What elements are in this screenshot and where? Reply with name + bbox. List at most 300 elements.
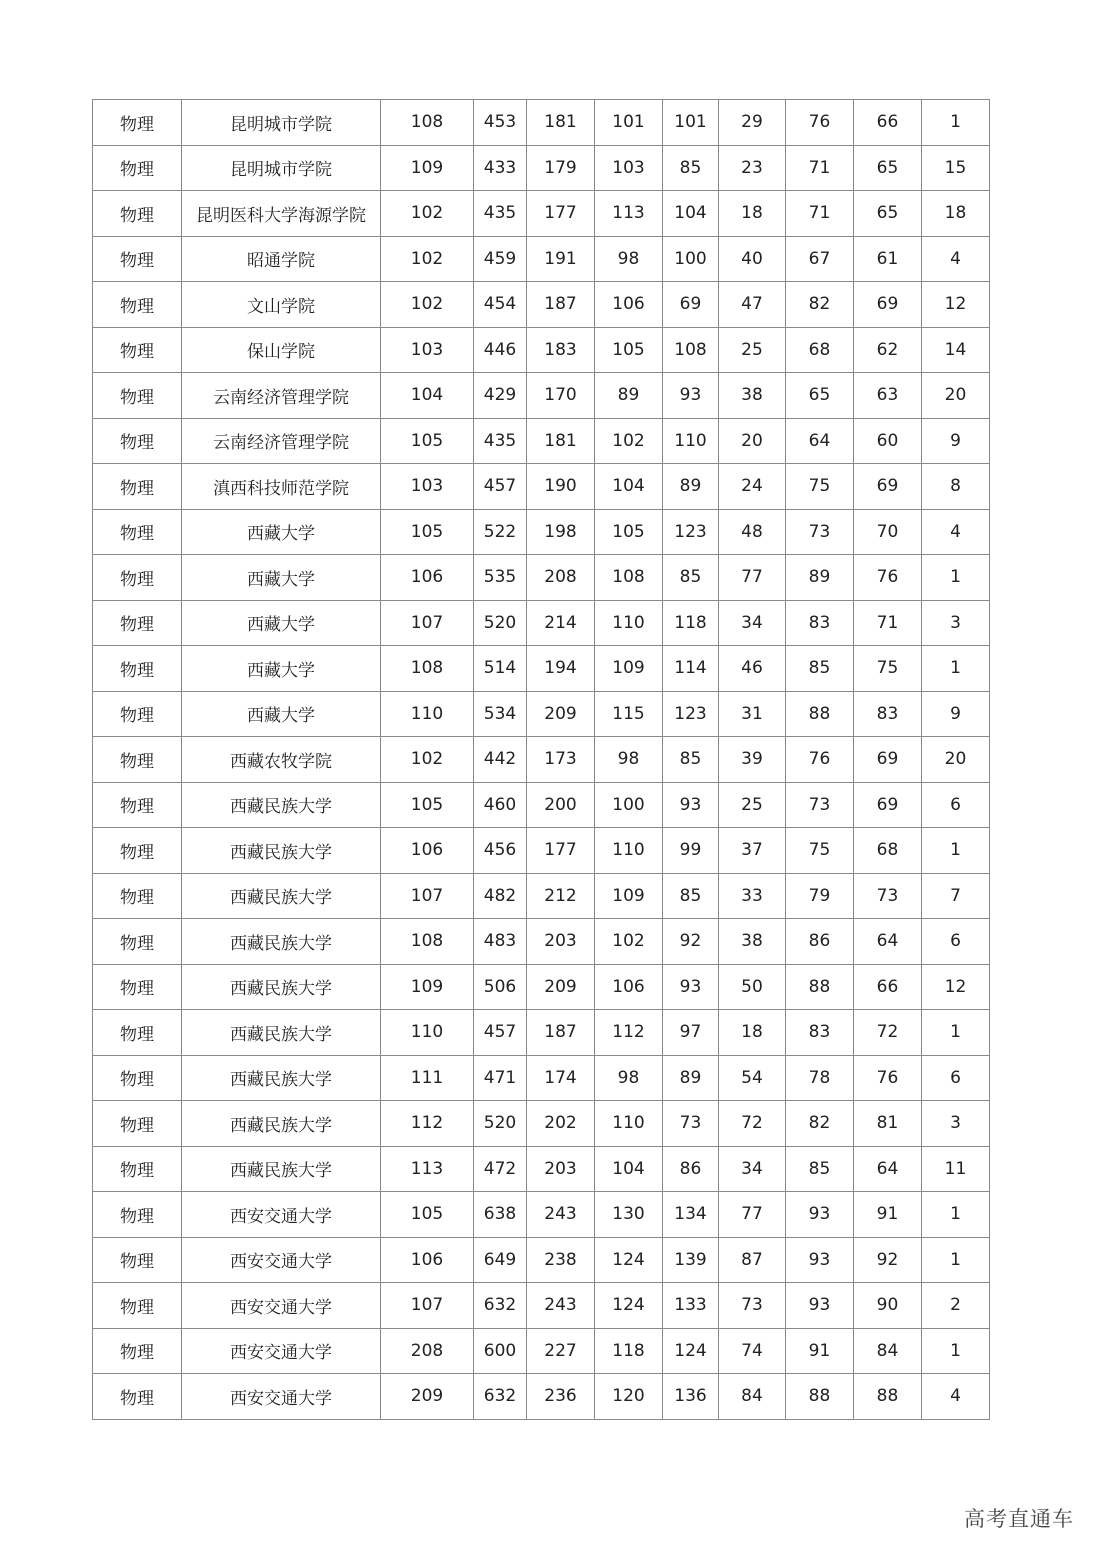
cell-count: 1 (922, 646, 990, 692)
cell-score-col-6: 88 (786, 964, 854, 1010)
cell-count: 1 (922, 828, 990, 874)
cell-score-col-5: 74 (719, 1328, 786, 1374)
cell-school-name: 西藏民族大学 (182, 782, 381, 828)
cell-score-col-7: 90 (854, 1283, 922, 1329)
cell-major-group-code: 105 (381, 418, 474, 464)
cell-score-col-3: 124 (595, 1237, 663, 1283)
cell-score-col-3: 98 (595, 737, 663, 783)
cell-score-col-7: 91 (854, 1192, 922, 1238)
cell-count: 1 (922, 1237, 990, 1283)
cell-school-name: 昆明医科大学海源学院 (182, 191, 381, 237)
cell-count: 11 (922, 1146, 990, 1192)
cell-school-name: 西安交通大学 (182, 1237, 381, 1283)
table-row (93, 964, 990, 1010)
cell-score-col-2: 181 (527, 418, 595, 464)
cell-score-col-4: 123 (663, 509, 719, 555)
cell-count: 2 (922, 1283, 990, 1329)
cell-score-col-6: 85 (786, 1146, 854, 1192)
cell-score-col-4: 123 (663, 691, 719, 737)
cell-score-col-7: 69 (854, 782, 922, 828)
table-row (93, 373, 990, 419)
table-row (93, 1146, 990, 1192)
cell-score-col-5: 18 (719, 191, 786, 237)
cell-score-col-2: 203 (527, 919, 595, 965)
cell-score-col-7: 75 (854, 646, 922, 692)
cell-score-col-2: 198 (527, 509, 595, 555)
cell-score-col-5: 29 (719, 100, 786, 146)
cell-score-col-2: 202 (527, 1101, 595, 1147)
cell-score-col-6: 91 (786, 1328, 854, 1374)
cell-score-col-6: 88 (786, 691, 854, 737)
table-row (93, 236, 990, 282)
cell-score-col-1: 514 (474, 646, 527, 692)
cell-major-group-code: 108 (381, 919, 474, 965)
cell-count: 1 (922, 100, 990, 146)
cell-score-col-1: 638 (474, 1192, 527, 1238)
cell-subject: 物理 (93, 418, 182, 464)
cell-score-col-7: 69 (854, 737, 922, 783)
cell-count: 8 (922, 464, 990, 510)
cell-subject: 物理 (93, 646, 182, 692)
cell-score-col-2: 191 (527, 236, 595, 282)
cell-score-col-3: 106 (595, 282, 663, 328)
cell-school-name: 西藏大学 (182, 691, 381, 737)
cell-score-col-2: 208 (527, 555, 595, 601)
table-row (93, 691, 990, 737)
cell-subject: 物理 (93, 1283, 182, 1329)
cell-school-name: 西藏民族大学 (182, 1101, 381, 1147)
cell-count: 9 (922, 691, 990, 737)
cell-score-col-6: 82 (786, 282, 854, 328)
cell-score-col-1: 520 (474, 600, 527, 646)
table-body (93, 100, 990, 1420)
cell-subject: 物理 (93, 191, 182, 237)
cell-score-col-5: 25 (719, 782, 786, 828)
table-row (93, 782, 990, 828)
cell-score-col-1: 483 (474, 919, 527, 965)
cell-major-group-code: 103 (381, 327, 474, 373)
cell-count: 6 (922, 919, 990, 965)
cell-score-col-4: 134 (663, 1192, 719, 1238)
cell-score-col-7: 76 (854, 1055, 922, 1101)
cell-school-name: 云南经济管理学院 (182, 418, 381, 464)
cell-score-col-2: 236 (527, 1374, 595, 1420)
cell-score-col-5: 46 (719, 646, 786, 692)
cell-count: 14 (922, 327, 990, 373)
cell-score-col-5: 31 (719, 691, 786, 737)
cell-score-col-7: 64 (854, 1146, 922, 1192)
table-row (93, 509, 990, 555)
cell-score-col-6: 76 (786, 100, 854, 146)
cell-score-col-3: 130 (595, 1192, 663, 1238)
cell-score-col-7: 72 (854, 1010, 922, 1056)
cell-subject: 物理 (93, 282, 182, 328)
cell-score-col-3: 109 (595, 646, 663, 692)
cell-major-group-code: 105 (381, 1192, 474, 1238)
cell-score-col-6: 64 (786, 418, 854, 464)
cell-school-name: 云南经济管理学院 (182, 373, 381, 419)
cell-score-col-7: 66 (854, 100, 922, 146)
cell-score-col-7: 83 (854, 691, 922, 737)
table-row (93, 737, 990, 783)
cell-major-group-code: 110 (381, 691, 474, 737)
cell-score-col-2: 190 (527, 464, 595, 510)
cell-score-col-4: 100 (663, 236, 719, 282)
cell-score-col-3: 108 (595, 555, 663, 601)
cell-score-col-4: 108 (663, 327, 719, 373)
cell-score-col-4: 86 (663, 1146, 719, 1192)
cell-score-col-5: 25 (719, 327, 786, 373)
cell-count: 9 (922, 418, 990, 464)
cell-score-col-6: 93 (786, 1283, 854, 1329)
cell-score-col-6: 71 (786, 145, 854, 191)
cell-score-col-1: 435 (474, 418, 527, 464)
cell-subject: 物理 (93, 1146, 182, 1192)
table-row (93, 646, 990, 692)
cell-score-col-3: 110 (595, 600, 663, 646)
cell-score-col-5: 33 (719, 873, 786, 919)
table-row (93, 1328, 990, 1374)
cell-score-col-7: 92 (854, 1237, 922, 1283)
cell-major-group-code: 106 (381, 555, 474, 601)
cell-score-col-4: 85 (663, 555, 719, 601)
cell-score-col-1: 632 (474, 1374, 527, 1420)
cell-major-group-code: 110 (381, 1010, 474, 1056)
cell-score-col-7: 60 (854, 418, 922, 464)
cell-subject: 物理 (93, 100, 182, 146)
cell-score-col-4: 73 (663, 1101, 719, 1147)
cell-score-col-4: 93 (663, 964, 719, 1010)
table-row (93, 1101, 990, 1147)
cell-major-group-code: 104 (381, 373, 474, 419)
cell-score-col-4: 101 (663, 100, 719, 146)
cell-major-group-code: 102 (381, 236, 474, 282)
cell-subject: 物理 (93, 1010, 182, 1056)
cell-score-col-6: 89 (786, 555, 854, 601)
cell-count: 20 (922, 373, 990, 419)
cell-score-col-7: 69 (854, 464, 922, 510)
cell-score-col-7: 70 (854, 509, 922, 555)
cell-major-group-code: 106 (381, 828, 474, 874)
cell-count: 20 (922, 737, 990, 783)
cell-score-col-7: 66 (854, 964, 922, 1010)
cell-subject: 物理 (93, 236, 182, 282)
cell-score-col-2: 227 (527, 1328, 595, 1374)
cell-major-group-code: 102 (381, 282, 474, 328)
cell-score-col-4: 124 (663, 1328, 719, 1374)
cell-subject: 物理 (93, 464, 182, 510)
cell-score-col-3: 106 (595, 964, 663, 1010)
cell-score-col-3: 113 (595, 191, 663, 237)
table-row (93, 555, 990, 601)
cell-count: 7 (922, 873, 990, 919)
cell-major-group-code: 105 (381, 509, 474, 555)
cell-school-name: 西安交通大学 (182, 1374, 381, 1420)
cell-score-col-4: 118 (663, 600, 719, 646)
cell-score-col-6: 75 (786, 464, 854, 510)
cell-score-col-4: 110 (663, 418, 719, 464)
cell-score-col-1: 454 (474, 282, 527, 328)
cell-count: 1 (922, 1010, 990, 1056)
cell-major-group-code: 109 (381, 145, 474, 191)
cell-count: 1 (922, 1192, 990, 1238)
cell-score-col-2: 212 (527, 873, 595, 919)
cell-subject: 物理 (93, 1374, 182, 1420)
cell-score-col-7: 65 (854, 145, 922, 191)
table-row (93, 191, 990, 237)
cell-score-col-5: 47 (719, 282, 786, 328)
cell-score-col-4: 93 (663, 782, 719, 828)
cell-score-col-5: 73 (719, 1283, 786, 1329)
cell-score-col-6: 68 (786, 327, 854, 373)
cell-score-col-5: 24 (719, 464, 786, 510)
cell-score-col-6: 73 (786, 782, 854, 828)
cell-score-col-1: 600 (474, 1328, 527, 1374)
table-row (93, 828, 990, 874)
cell-score-col-7: 84 (854, 1328, 922, 1374)
cell-score-col-1: 506 (474, 964, 527, 1010)
cell-score-col-5: 77 (719, 555, 786, 601)
cell-major-group-code: 107 (381, 600, 474, 646)
cell-subject: 物理 (93, 691, 182, 737)
cell-school-name: 西藏民族大学 (182, 1010, 381, 1056)
cell-score-col-5: 39 (719, 737, 786, 783)
cell-score-col-3: 105 (595, 509, 663, 555)
cell-score-col-2: 170 (527, 373, 595, 419)
cell-score-col-1: 649 (474, 1237, 527, 1283)
cell-school-name: 西安交通大学 (182, 1328, 381, 1374)
cell-score-col-6: 93 (786, 1237, 854, 1283)
cell-score-col-3: 109 (595, 873, 663, 919)
cell-major-group-code: 106 (381, 1237, 474, 1283)
cell-score-col-4: 136 (663, 1374, 719, 1420)
cell-score-col-1: 457 (474, 464, 527, 510)
cell-score-col-6: 75 (786, 828, 854, 874)
cell-score-col-7: 64 (854, 919, 922, 965)
cell-score-col-3: 124 (595, 1283, 663, 1329)
cell-count: 15 (922, 145, 990, 191)
cell-score-col-6: 88 (786, 1374, 854, 1420)
cell-score-col-6: 73 (786, 509, 854, 555)
cell-count: 4 (922, 509, 990, 555)
table-row (93, 919, 990, 965)
cell-score-col-1: 429 (474, 373, 527, 419)
cell-score-col-1: 457 (474, 1010, 527, 1056)
cell-major-group-code: 102 (381, 191, 474, 237)
cell-score-col-5: 72 (719, 1101, 786, 1147)
cell-score-col-6: 86 (786, 919, 854, 965)
cell-score-col-3: 120 (595, 1374, 663, 1420)
cell-score-col-1: 456 (474, 828, 527, 874)
cell-major-group-code: 103 (381, 464, 474, 510)
cell-score-col-3: 98 (595, 236, 663, 282)
cell-score-col-1: 446 (474, 327, 527, 373)
cell-subject: 物理 (93, 1237, 182, 1283)
score-table (92, 99, 990, 1420)
cell-score-col-5: 18 (719, 1010, 786, 1056)
cell-school-name: 昭通学院 (182, 236, 381, 282)
cell-school-name: 西藏大学 (182, 509, 381, 555)
cell-school-name: 西藏大学 (182, 600, 381, 646)
cell-score-col-3: 102 (595, 919, 663, 965)
cell-score-col-1: 522 (474, 509, 527, 555)
cell-score-col-1: 442 (474, 737, 527, 783)
cell-score-col-1: 453 (474, 100, 527, 146)
cell-score-col-6: 67 (786, 236, 854, 282)
cell-score-col-4: 93 (663, 373, 719, 419)
cell-score-col-3: 115 (595, 691, 663, 737)
cell-score-col-1: 632 (474, 1283, 527, 1329)
cell-subject: 物理 (93, 509, 182, 555)
cell-subject: 物理 (93, 600, 182, 646)
cell-score-col-7: 88 (854, 1374, 922, 1420)
cell-score-col-2: 174 (527, 1055, 595, 1101)
cell-score-col-6: 76 (786, 737, 854, 783)
cell-score-col-7: 68 (854, 828, 922, 874)
cell-score-col-4: 89 (663, 1055, 719, 1101)
table-row (93, 1283, 990, 1329)
cell-score-col-2: 243 (527, 1192, 595, 1238)
cell-score-col-2: 177 (527, 191, 595, 237)
cell-score-col-7: 65 (854, 191, 922, 237)
cell-score-col-1: 460 (474, 782, 527, 828)
cell-score-col-5: 34 (719, 600, 786, 646)
cell-subject: 物理 (93, 1192, 182, 1238)
cell-school-name: 西安交通大学 (182, 1192, 381, 1238)
cell-score-col-7: 63 (854, 373, 922, 419)
cell-score-col-2: 187 (527, 1010, 595, 1056)
cell-score-col-5: 40 (719, 236, 786, 282)
cell-count: 3 (922, 600, 990, 646)
watermark-text: 高考直通车 (964, 1507, 1074, 1531)
cell-score-col-5: 34 (719, 1146, 786, 1192)
table-row (93, 464, 990, 510)
cell-score-col-5: 87 (719, 1237, 786, 1283)
cell-subject: 物理 (93, 327, 182, 373)
cell-school-name: 西安交通大学 (182, 1283, 381, 1329)
cell-score-col-5: 23 (719, 145, 786, 191)
cell-major-group-code: 108 (381, 100, 474, 146)
cell-score-col-3: 89 (595, 373, 663, 419)
table-row (93, 100, 990, 146)
table-row (93, 1237, 990, 1283)
cell-subject: 物理 (93, 737, 182, 783)
cell-score-col-4: 104 (663, 191, 719, 237)
cell-school-name: 西藏民族大学 (182, 964, 381, 1010)
cell-score-col-2: 181 (527, 100, 595, 146)
cell-score-col-6: 78 (786, 1055, 854, 1101)
cell-school-name: 文山学院 (182, 282, 381, 328)
cell-score-col-3: 104 (595, 464, 663, 510)
cell-count: 4 (922, 236, 990, 282)
cell-school-name: 西藏大学 (182, 555, 381, 601)
cell-score-col-6: 85 (786, 646, 854, 692)
cell-score-col-3: 112 (595, 1010, 663, 1056)
cell-score-col-3: 105 (595, 327, 663, 373)
table-row (93, 1374, 990, 1420)
cell-score-col-6: 83 (786, 600, 854, 646)
cell-school-name: 保山学院 (182, 327, 381, 373)
cell-score-col-1: 534 (474, 691, 527, 737)
cell-score-col-4: 97 (663, 1010, 719, 1056)
cell-score-col-6: 83 (786, 1010, 854, 1056)
table-row (93, 600, 990, 646)
cell-score-col-5: 38 (719, 919, 786, 965)
table-row (93, 1010, 990, 1056)
cell-score-col-1: 482 (474, 873, 527, 919)
cell-score-col-2: 209 (527, 691, 595, 737)
cell-score-col-2: 173 (527, 737, 595, 783)
cell-score-col-7: 69 (854, 282, 922, 328)
cell-count: 18 (922, 191, 990, 237)
cell-major-group-code: 108 (381, 646, 474, 692)
cell-score-col-6: 71 (786, 191, 854, 237)
cell-subject: 物理 (93, 828, 182, 874)
cell-major-group-code: 112 (381, 1101, 474, 1147)
cell-score-col-3: 100 (595, 782, 663, 828)
cell-score-col-2: 214 (527, 600, 595, 646)
cell-score-col-1: 433 (474, 145, 527, 191)
cell-count: 4 (922, 1374, 990, 1420)
cell-score-col-3: 110 (595, 828, 663, 874)
cell-major-group-code: 209 (381, 1374, 474, 1420)
table-row (93, 1055, 990, 1101)
table-row (93, 327, 990, 373)
cell-major-group-code: 208 (381, 1328, 474, 1374)
cell-major-group-code: 107 (381, 873, 474, 919)
cell-score-col-4: 133 (663, 1283, 719, 1329)
cell-count: 1 (922, 555, 990, 601)
cell-score-col-6: 79 (786, 873, 854, 919)
cell-score-col-2: 183 (527, 327, 595, 373)
cell-major-group-code: 109 (381, 964, 474, 1010)
cell-score-col-4: 114 (663, 646, 719, 692)
cell-score-col-4: 85 (663, 145, 719, 191)
cell-subject: 物理 (93, 964, 182, 1010)
cell-score-col-7: 81 (854, 1101, 922, 1147)
cell-score-col-2: 243 (527, 1283, 595, 1329)
cell-count: 12 (922, 282, 990, 328)
cell-subject: 物理 (93, 1055, 182, 1101)
cell-count: 12 (922, 964, 990, 1010)
cell-school-name: 滇西科技师范学院 (182, 464, 381, 510)
cell-score-col-1: 459 (474, 236, 527, 282)
cell-score-col-4: 99 (663, 828, 719, 874)
cell-score-col-2: 238 (527, 1237, 595, 1283)
cell-school-name: 西藏大学 (182, 646, 381, 692)
cell-score-col-5: 37 (719, 828, 786, 874)
cell-score-col-7: 76 (854, 555, 922, 601)
cell-subject: 物理 (93, 1328, 182, 1374)
cell-major-group-code: 102 (381, 737, 474, 783)
cell-school-name: 西藏民族大学 (182, 1146, 381, 1192)
cell-score-col-7: 61 (854, 236, 922, 282)
table-row (93, 873, 990, 919)
cell-score-col-2: 203 (527, 1146, 595, 1192)
cell-score-col-2: 177 (527, 828, 595, 874)
cell-subject: 物理 (93, 873, 182, 919)
cell-score-col-4: 85 (663, 737, 719, 783)
cell-major-group-code: 105 (381, 782, 474, 828)
table-row (93, 282, 990, 328)
cell-score-col-1: 435 (474, 191, 527, 237)
cell-score-col-4: 139 (663, 1237, 719, 1283)
cell-score-col-3: 102 (595, 418, 663, 464)
cell-subject: 物理 (93, 145, 182, 191)
cell-score-col-3: 101 (595, 100, 663, 146)
table-row (93, 1192, 990, 1238)
cell-score-col-1: 472 (474, 1146, 527, 1192)
